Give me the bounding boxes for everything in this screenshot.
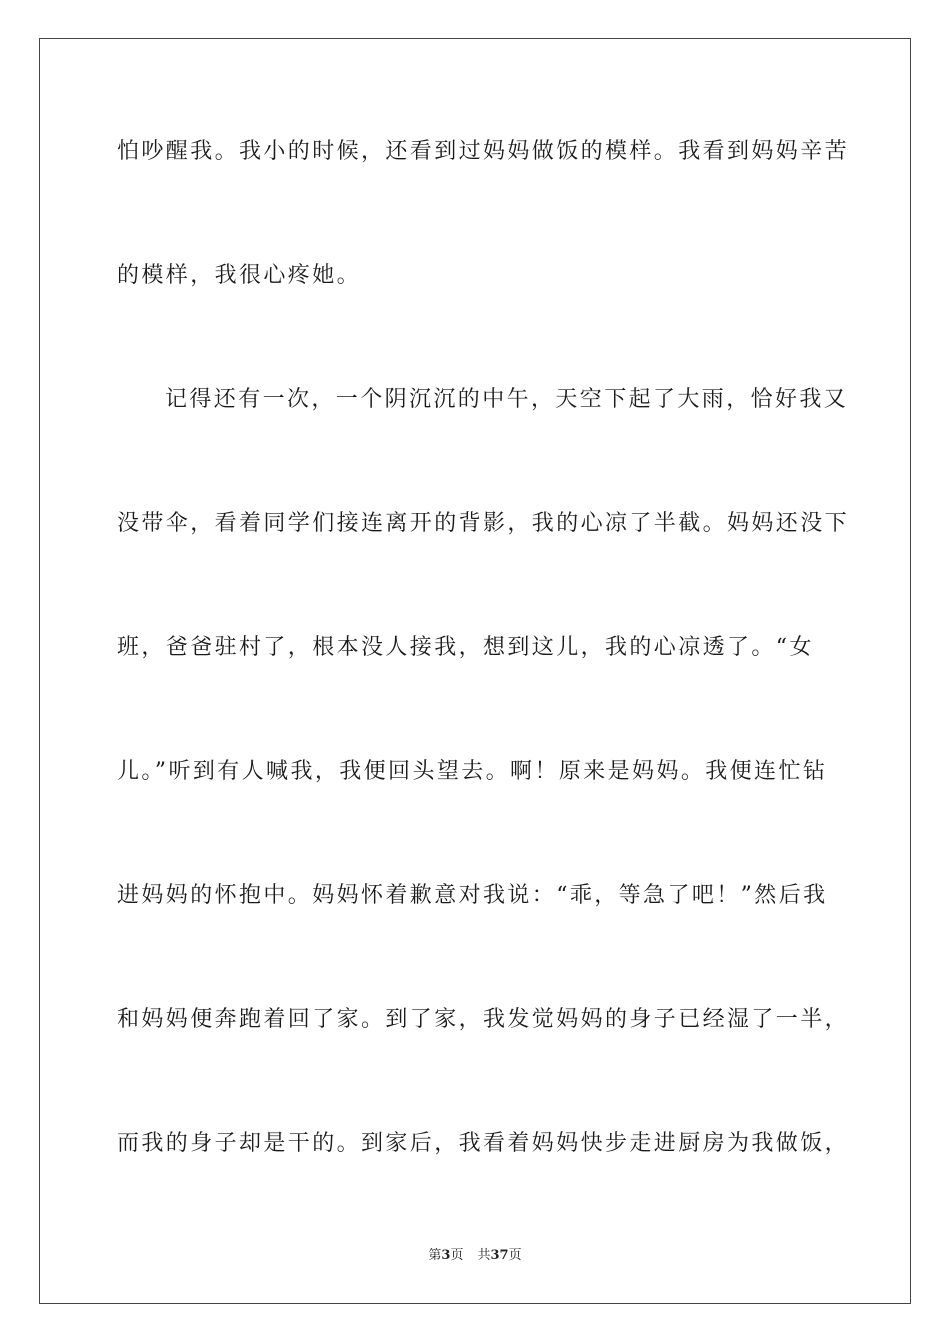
- footer-total-suffix: 页: [508, 1248, 522, 1263]
- text-line-9: 而我的身子却是干的。到家后，我看着妈妈快步走进厨房为我做饭，: [117, 1131, 850, 1156]
- text-line-6: 儿。”听到有人喊我，我便回头望去。啊！原来是妈妈。我便连忙钻: [117, 759, 828, 784]
- text-line-8: 和妈妈便奔跑着回了家。到了家，我发觉妈妈的身子已经湿了一半，: [117, 1007, 850, 1032]
- footer-page-number: 3: [441, 1248, 451, 1263]
- text-line-2: 的模样，我很心疼她。: [117, 263, 362, 288]
- footer-total-pages: 37: [490, 1248, 509, 1263]
- text-line-4: 没带伞，看着同学们接连离开的背影，我的心凉了半截。妈妈还没下: [117, 511, 850, 536]
- text-line-3: 记得还有一次，一个阴沉沉的中午，天空下起了大雨，恰好我又: [165, 387, 849, 412]
- page-frame: [39, 38, 911, 1304]
- page-footer: [0, 1247, 950, 1265]
- text-line-5: 班，爸爸驻村了，根本没人接我，想到这儿，我的心凉透了。“女: [117, 635, 814, 660]
- footer-total-prefix: 共: [477, 1248, 491, 1263]
- footer-page-prefix: 第: [428, 1248, 442, 1263]
- text-line-7: 进妈妈的怀抱中。妈妈怀着歉意对我说：“乖，等急了吧！”然后我: [117, 883, 828, 908]
- footer-page-suffix: 页: [450, 1248, 464, 1263]
- text-line-1: 怕吵醒我。我小的时候，还看到过妈妈做饭的模样。我看到妈妈辛苦: [117, 139, 850, 164]
